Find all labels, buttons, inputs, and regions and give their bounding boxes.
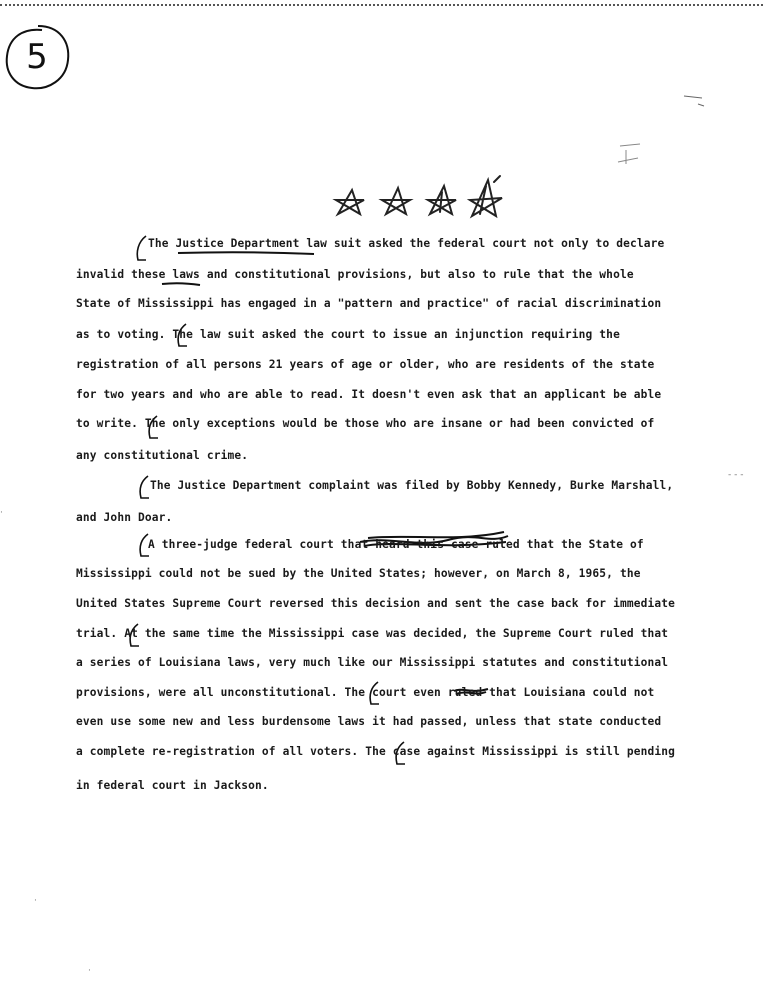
margin-mark: · [88, 966, 91, 976]
paragraph-mark [136, 474, 150, 502]
text-line: trial. At the same time the Mississippi case was decided, the Supreme Court ruled that [76, 627, 669, 640]
paragraph-mark [132, 234, 148, 264]
handwritten-underline [160, 280, 202, 288]
text-line: a complete re-registration of all voters. The case against Mississippi is still pending [76, 745, 676, 758]
text-line: any constitutional crime. [76, 449, 249, 462]
text-line: provisions, were all unconstitutional. The court even ruled that Louisiana could not [76, 686, 655, 699]
text-line: a series of Louisiana laws, very much like our Mississippi statutes and constitutional [76, 656, 669, 669]
text-line: to write. The only exceptions would be those who are insane or had been convicted of [76, 417, 655, 430]
page-number-circle [2, 22, 72, 92]
margin-mark: · [34, 896, 37, 906]
text-line: Mississippi could not be sued by the United States; however, on March 8, 1965, the [76, 567, 641, 580]
stray-mark [682, 92, 712, 112]
text-line: A three-judge federal court that heard this case ruled that the State of [148, 538, 644, 551]
handwritten-stars [330, 172, 510, 224]
text-line: and John Doar. [76, 511, 173, 524]
text-line: in federal court in Jackson. [76, 779, 269, 792]
margin-mark: · [0, 508, 3, 518]
text-line: The Justice Department complaint was filed by Bobby Kennedy, Burke Marshall, [150, 479, 674, 492]
margin-mark: - - - [728, 470, 744, 480]
text-line: State of Mississippi has engaged in a "pattern and practice" of racial discrimination [76, 297, 662, 310]
page-number: 5 [26, 37, 48, 77]
text-line: as to voting. The law suit asked the court to issue an injunction requiring the [76, 328, 620, 341]
text-line: The Justice Department law suit asked the federal court not only to declare [148, 237, 665, 250]
stray-mark [612, 142, 648, 170]
text-line: for two years and who are able to read. It doesn't even ask that an applicant be able [76, 388, 662, 401]
handwritten-underline [176, 249, 316, 257]
text-line: United States Supreme Court reversed this decision and sent the case back for immediate [76, 597, 676, 610]
top-dotted-rule [0, 4, 763, 6]
text-line: registration of all persons 21 years of age or older, who are residents of the state [76, 358, 655, 371]
text-line: even use some new and less burdensome laws it had passed, unless that state conducted [76, 715, 662, 728]
text-line: invalid these laws and constitutional provisions, but also to rule that the whole [76, 268, 634, 281]
